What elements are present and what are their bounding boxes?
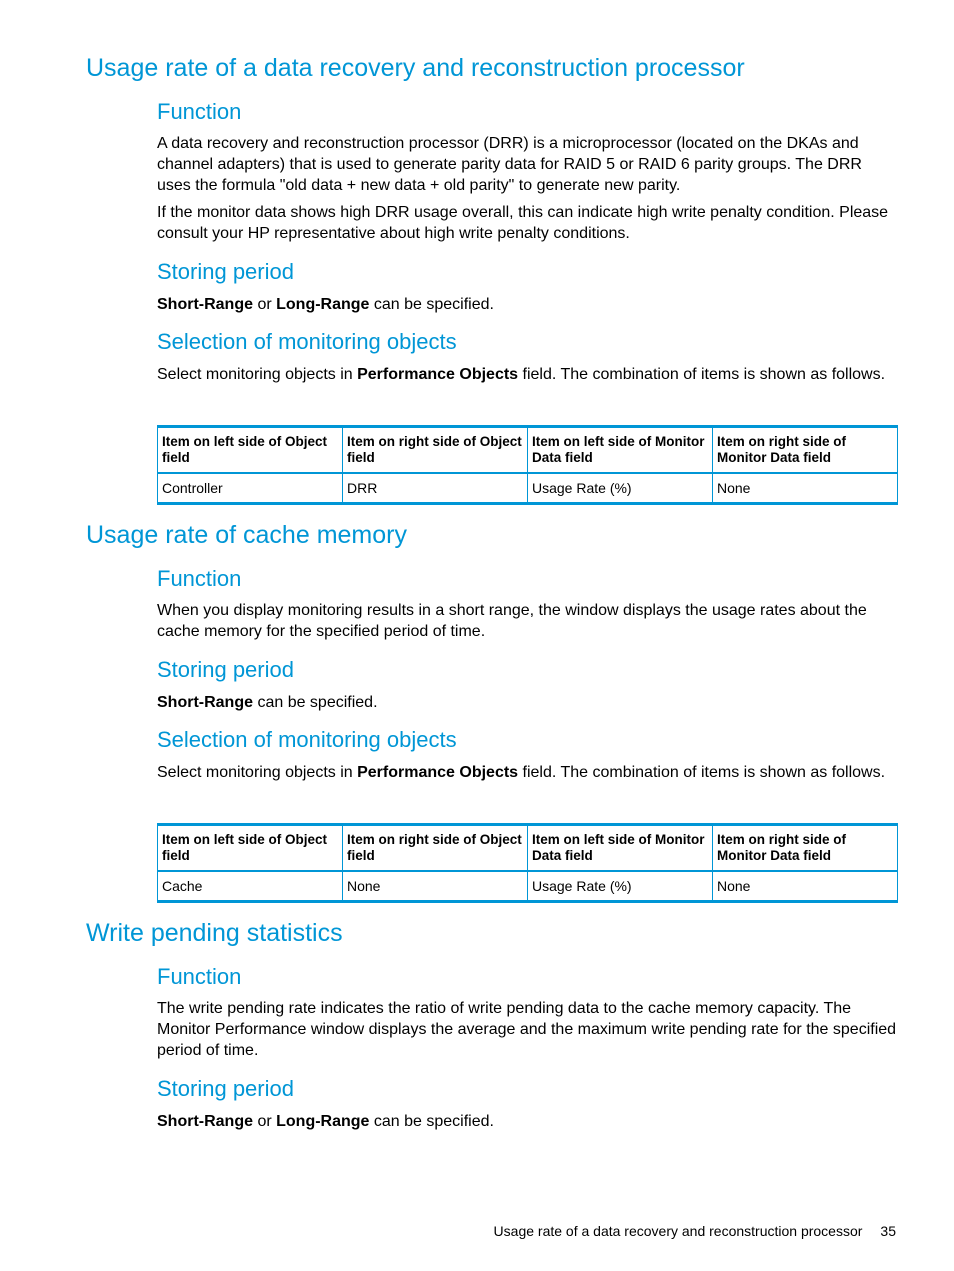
object-combination-table: [157, 425, 898, 505]
selection-heading: Selection of monitoring objects: [157, 727, 457, 752]
selection-pre-text: Select monitoring objects in: [157, 366, 358, 383]
page-number: 35: [880, 1223, 896, 1239]
storing-period-text: [157, 692, 897, 713]
selection-heading: Selection of monitoring objects: [157, 329, 457, 354]
table-header-cell: Item on right side of Monitor Data field: [713, 825, 898, 872]
table-header-cell: Item on left side of Object field: [158, 825, 343, 872]
selection-pre-text: Select monitoring objects in: [157, 764, 358, 781]
table-cell: None: [713, 871, 898, 902]
short-range-term: Short-Range: [157, 1113, 253, 1130]
selection-post-text: field. The combination of items is shown as follows.: [518, 764, 886, 781]
table-row: [158, 473, 898, 504]
short-range-term: Short-Range: [157, 694, 253, 711]
table-cell: None: [343, 871, 528, 902]
object-combination-table: [157, 823, 898, 903]
function-paragraph: A data recovery and reconstruction processor (DRR) is a microprocessor (located on the DKAs and channel adapters) that is used to generate parity data for RAID 5 or RAID 6 parity groups. The DRR uses the formula "old data + new data + old parity" to generate new parity.: [157, 135, 862, 194]
function-paragraph: The write pending rate indicates the ratio of write pending data to the cache memory capacity. The Monitor Performance window displays the average and the maximum write pending rate for the specified period of time.: [157, 1000, 897, 1059]
table-header-cell: Item on left side of Object field: [158, 427, 343, 474]
table-header-cell: Item on left side of Monitor Data field: [528, 427, 713, 474]
long-range-term: Long-Range: [276, 1113, 370, 1130]
selection-text: [157, 762, 897, 783]
long-range-term: Long-Range: [276, 296, 370, 313]
storing-period-heading: Storing period: [157, 657, 294, 682]
storing-period-text: [157, 294, 897, 315]
storing-period-heading: Storing period: [157, 259, 294, 284]
or-text: or: [253, 296, 277, 313]
can-be-specified-text: can be specified.: [369, 1113, 494, 1130]
performance-objects-term: Performance Objects: [357, 366, 519, 383]
storing-period-text: [157, 1111, 897, 1132]
section-title-cache-memory: Usage rate of cache memory: [86, 521, 407, 549]
can-be-specified-text: can be specified.: [369, 296, 494, 313]
table-cell: Usage Rate (%): [528, 871, 713, 902]
can-be-specified-text: can be specified.: [253, 694, 378, 711]
table-header-row: [158, 825, 898, 872]
performance-objects-term: Performance Objects: [357, 764, 519, 781]
function-paragraph: If the monitor data shows high DRR usage overall, this can indicate high write penalty condition. Please consult your HP representative about high write penalty conditions.: [157, 204, 889, 242]
function-heading: Function: [157, 964, 242, 989]
selection-text: [157, 364, 897, 385]
table-header-row: [158, 427, 898, 474]
table-row: [158, 871, 898, 902]
table-header-cell: Item on right side of Object field: [343, 427, 528, 474]
storing-period-heading: Storing period: [157, 1076, 294, 1101]
table-cell: Cache: [158, 871, 343, 902]
short-range-term: Short-Range: [157, 296, 253, 313]
function-heading: Function: [157, 566, 242, 591]
section-title-write-pending: Write pending statistics: [86, 919, 343, 947]
function-paragraph: When you display monitoring results in a short range, the window displays the usage rates about the cache memory for the specified period of time.: [157, 602, 867, 640]
selection-post-text: field. The combination of items is shown as follows.: [518, 366, 886, 383]
table-cell: DRR: [343, 473, 528, 504]
page-footer: [494, 1223, 896, 1239]
running-title: Usage rate of a data recovery and reconstruction processor: [493, 1223, 863, 1239]
table-header-cell: Item on right side of Monitor Data field: [713, 427, 898, 474]
or-text: or: [253, 1113, 277, 1130]
section-title-drr: Usage rate of a data recovery and reconstruction processor: [86, 54, 745, 82]
table-cell: Controller: [158, 473, 343, 504]
function-heading: Function: [157, 99, 242, 124]
table-cell: None: [713, 473, 898, 504]
table-cell: Usage Rate (%): [528, 473, 713, 504]
table-header-cell: Item on right side of Object field: [343, 825, 528, 872]
table-header-cell: Item on left side of Monitor Data field: [528, 825, 713, 872]
